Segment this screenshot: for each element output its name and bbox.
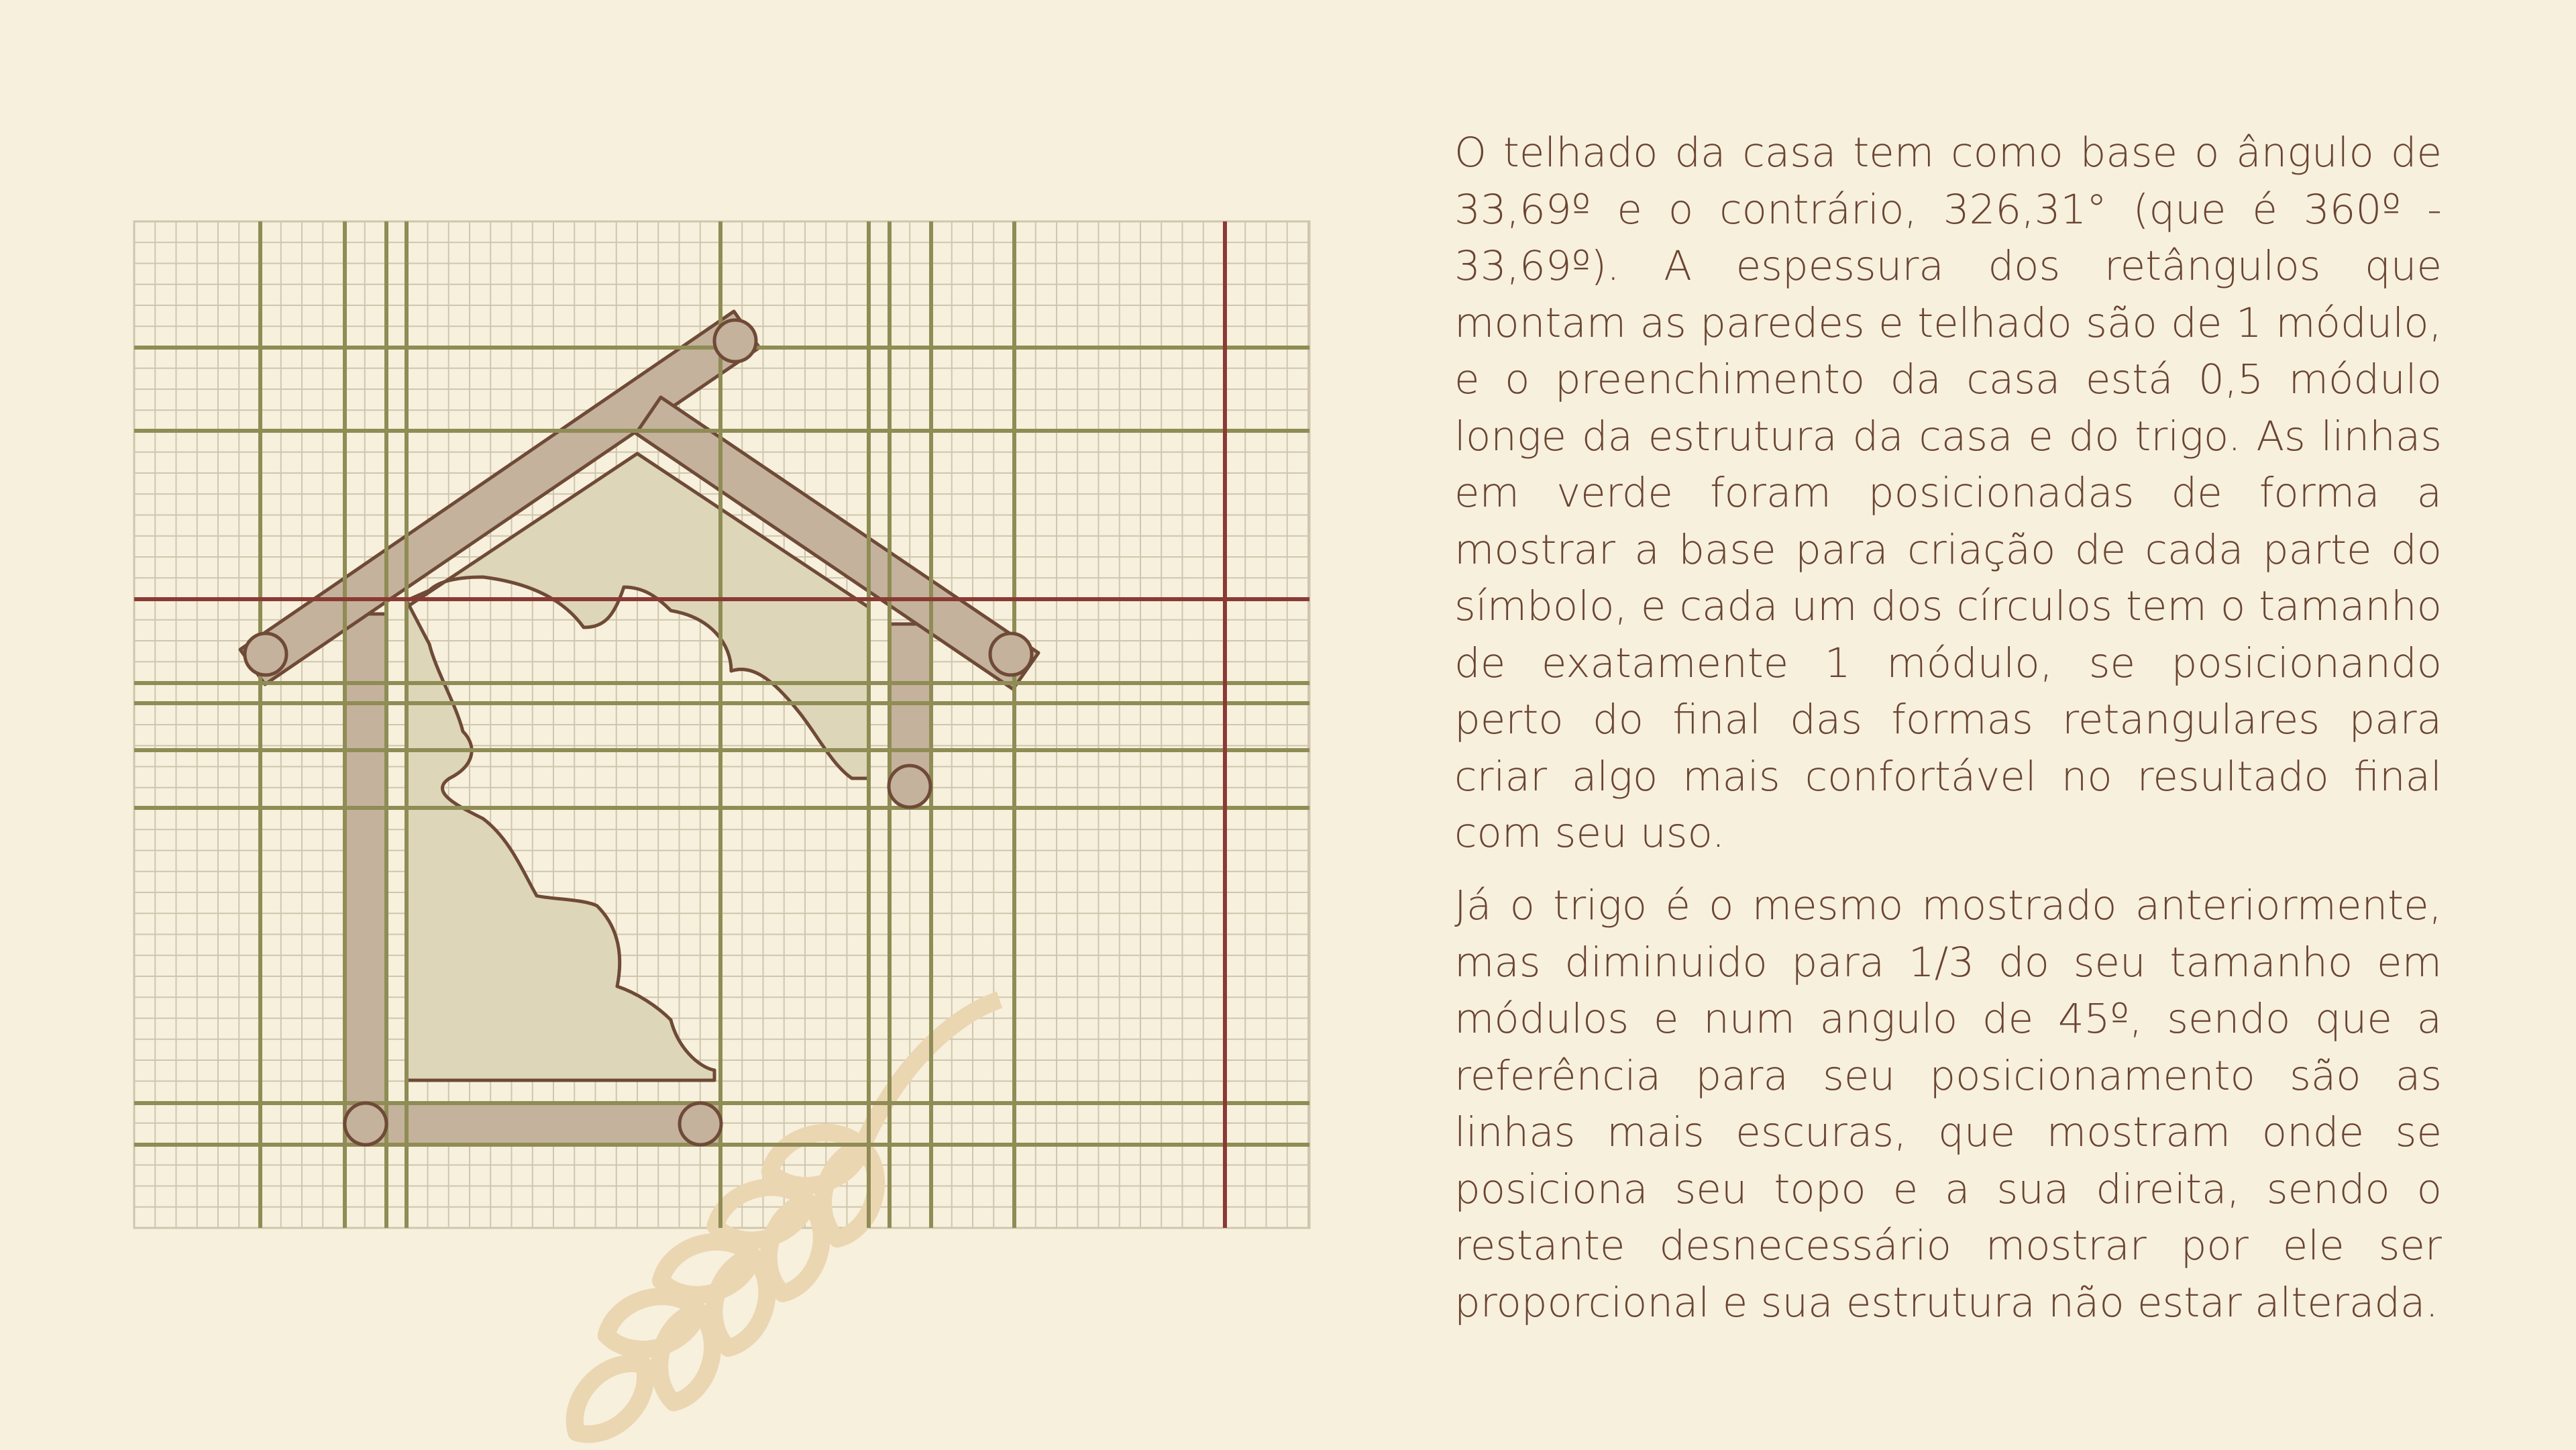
module-circle [990, 633, 1032, 675]
left-wall [345, 614, 386, 1124]
module-circle [680, 1103, 721, 1145]
floor-beam [345, 1103, 720, 1145]
module-circle [245, 633, 286, 675]
paragraph-roof-description: O telhado da casa tem como base o ângulo de 33,69º e o contrário, 326,31° (que é 360º - 33,69º). A espessura dos retângulos que montam as paredes e telhado são de 1 módulo, e o preenchimento da casa está 0,5 módulo longe da estrutura da casa e do trigo. As linhas em verde foram posicionadas de forma a mostrar a base para criação de cada parte do símbolo, e cada um dos círculos tem o tamanho de exatamente 1 módulo, se posicionando perto do final das formas retangulares para criar algo mais confortável no resultado final com seu uso. [1454, 129, 2442, 857]
module-circle [714, 320, 756, 362]
paragraph-wheat-description: Já o trigo é o mesmo mostrado anteriormente, mas diminuido para 1/3 do seu tamanho em módulos e num angulo de 45º, sendo que a referência para seu posicionamento são as linhas mais escuras, que mostram onde se posiciona seu topo e a sua direita, sendo o restante desnecessário mostrar por ele ser proporcional e sua estrutura não estar alterada. [1454, 882, 2442, 1327]
module-circle [889, 766, 930, 807]
module-circle [345, 1103, 386, 1145]
